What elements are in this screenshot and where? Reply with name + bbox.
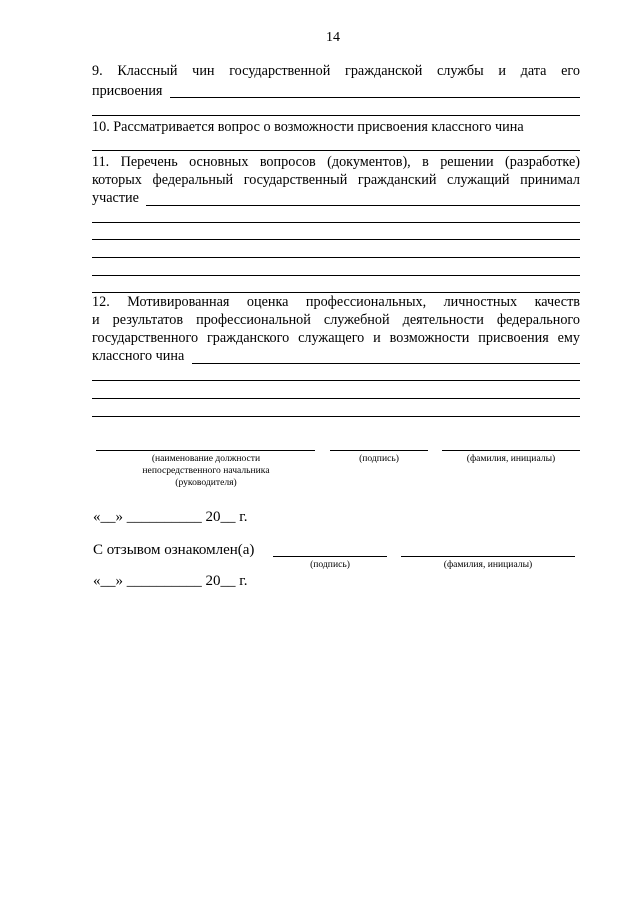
section-12-fill-line-2: [92, 380, 580, 381]
section-12-line-3: государственного гражданского служащего и возможности присвоения ему: [92, 330, 580, 346]
section-9-fill-line-1: [170, 97, 580, 98]
date-line-1: «__» __________ 20__ г.: [93, 509, 248, 525]
section-11-fill-line-1: [146, 205, 580, 206]
ack-signature-line: [273, 556, 387, 557]
section-11-line-2: которых федеральный государственный гражданский служащий принимал: [92, 172, 580, 188]
section-11-line-1: 11. Перечень основных вопросов (документов), в решении (разработке): [92, 154, 580, 170]
section-11-fill-line-3: [92, 239, 580, 240]
name-line: [442, 450, 580, 451]
section-11-fill-line-4: [92, 257, 580, 258]
position-signature-line: [96, 450, 315, 451]
section-11-fill-line-5: [92, 275, 580, 276]
section-12-fill-line-4: [92, 416, 580, 417]
name-caption: (фамилия, инициалы): [466, 453, 556, 464]
page-number: 14: [326, 30, 340, 45]
acknowledged-label: С отзывом ознакомлен(а): [93, 542, 255, 558]
signature-line: [330, 450, 428, 451]
ack-signature-caption: (подпись): [310, 559, 350, 570]
section-10-line-1: 10. Рассматривается вопрос о возможности присвоения классного чина: [92, 119, 524, 135]
position-caption-1: (наименование должности: [151, 453, 261, 464]
position-caption-3: (руководителя): [175, 477, 237, 488]
section-12-line-1: 12. Мотивированная оценка профессиональных, личностных качеств: [92, 294, 580, 310]
section-12-line-2: и результатов профессиональной служебной деятельности федерального: [92, 312, 580, 328]
section-12-line-4: классного чина: [92, 348, 185, 364]
position-caption-2: непосредственного начальника: [142, 465, 270, 476]
ack-name-caption: (фамилия, инициалы): [443, 559, 533, 570]
section-12-fill-line-1: [192, 363, 580, 364]
section-9-fill-line-2: [92, 115, 580, 116]
section-10-fill-line: [92, 150, 580, 151]
ack-name-line: [401, 556, 575, 557]
signature-caption: (подпись): [359, 453, 399, 464]
section-9-line-1: 9. Классный чин государственной гражданской службы и дата его: [92, 63, 580, 79]
section-12-fill-line-3: [92, 398, 580, 399]
section-11-fill-line-2: [92, 222, 580, 223]
section-11-line-3: участие: [92, 190, 139, 206]
section-9-line-2: присвоения: [92, 83, 163, 99]
date-line-2: «__» __________ 20__ г.: [93, 573, 248, 589]
